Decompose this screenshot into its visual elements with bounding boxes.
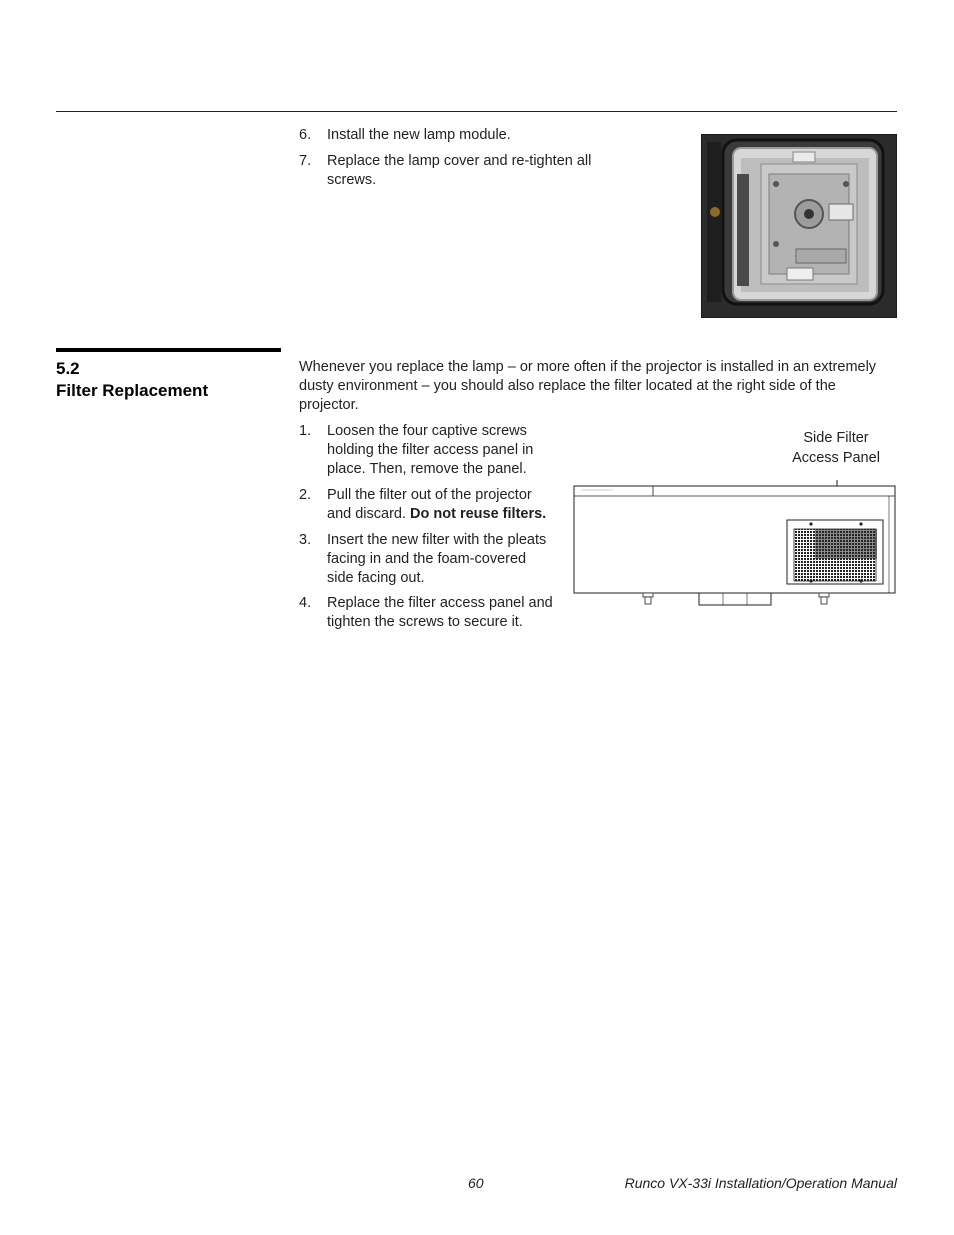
header-rule [56,111,897,112]
page-number: 60 [468,1175,484,1191]
manual-title: Runco VX-33i Installation/Operation Manual [624,1175,897,1191]
intro-line: projector. [299,397,359,413]
step-text-line: Replace the filter access panel and [327,595,553,611]
step-text-line [327,505,546,524]
step-text-line: side facing out. [327,570,425,586]
step-1 [299,422,569,482]
step-text [327,594,553,632]
step-text-line: Insert the new filter with the pleats [327,532,547,548]
lamp-compartment-photo [701,134,897,318]
step-number: 4. [299,595,312,611]
step-text-line: screws. [327,172,377,188]
step-7 [299,152,659,192]
step-text [327,531,546,588]
step-3 [299,531,569,591]
caption-line: Access Panel [792,450,880,466]
section-number: 5.2 [56,359,80,378]
step-number: 3. [299,532,312,548]
screw-icon [809,579,812,582]
step-text-line: Pull the filter out of the projector [327,487,532,503]
step-text-plain: and discard. [327,506,406,522]
step-text-line: holding the filter access panel in [327,442,534,458]
warning-text: Do not reuse filters. [410,506,547,522]
step-number: 2. [299,487,312,503]
section-intro [299,358,899,415]
step-text [327,152,591,190]
screw-icon [859,522,862,525]
step-number: 7. [299,153,312,169]
diagram-caption [770,428,902,468]
step-number: 6. [299,127,312,143]
projector-base [699,593,771,605]
step-text: Install the new lamp module. [327,127,511,143]
step-text-line: Replace the lamp cover and re-tighten all [327,153,592,169]
intro-line: Whenever you replace the lamp – or more often if the projector is installed in an extremely [299,359,877,375]
step-4 [299,594,569,634]
step-number: 1. [299,423,312,439]
step-text-line: tighten the screws to secure it. [327,614,523,630]
step-text [327,422,533,479]
step-text-line: Loosen the four captive screws [327,423,527,439]
projector-side-diagram [573,480,897,610]
step-6 [299,126,659,146]
foot-right [819,593,829,597]
section-title: Filter Replacement [56,381,209,400]
step-2 [299,486,569,526]
intro-line: dusty environment – you should also replace the filter located at the right side of the [299,378,836,394]
screw-icon [859,579,862,582]
screw-icon [809,522,812,525]
caption-line: Side Filter [803,430,869,446]
step-text-line: place. Then, remove the panel. [327,461,527,477]
foot-left [643,593,653,597]
section-rule [56,348,281,352]
step-text [327,486,546,524]
step-text-line: facing in and the foam-covered [327,551,527,567]
